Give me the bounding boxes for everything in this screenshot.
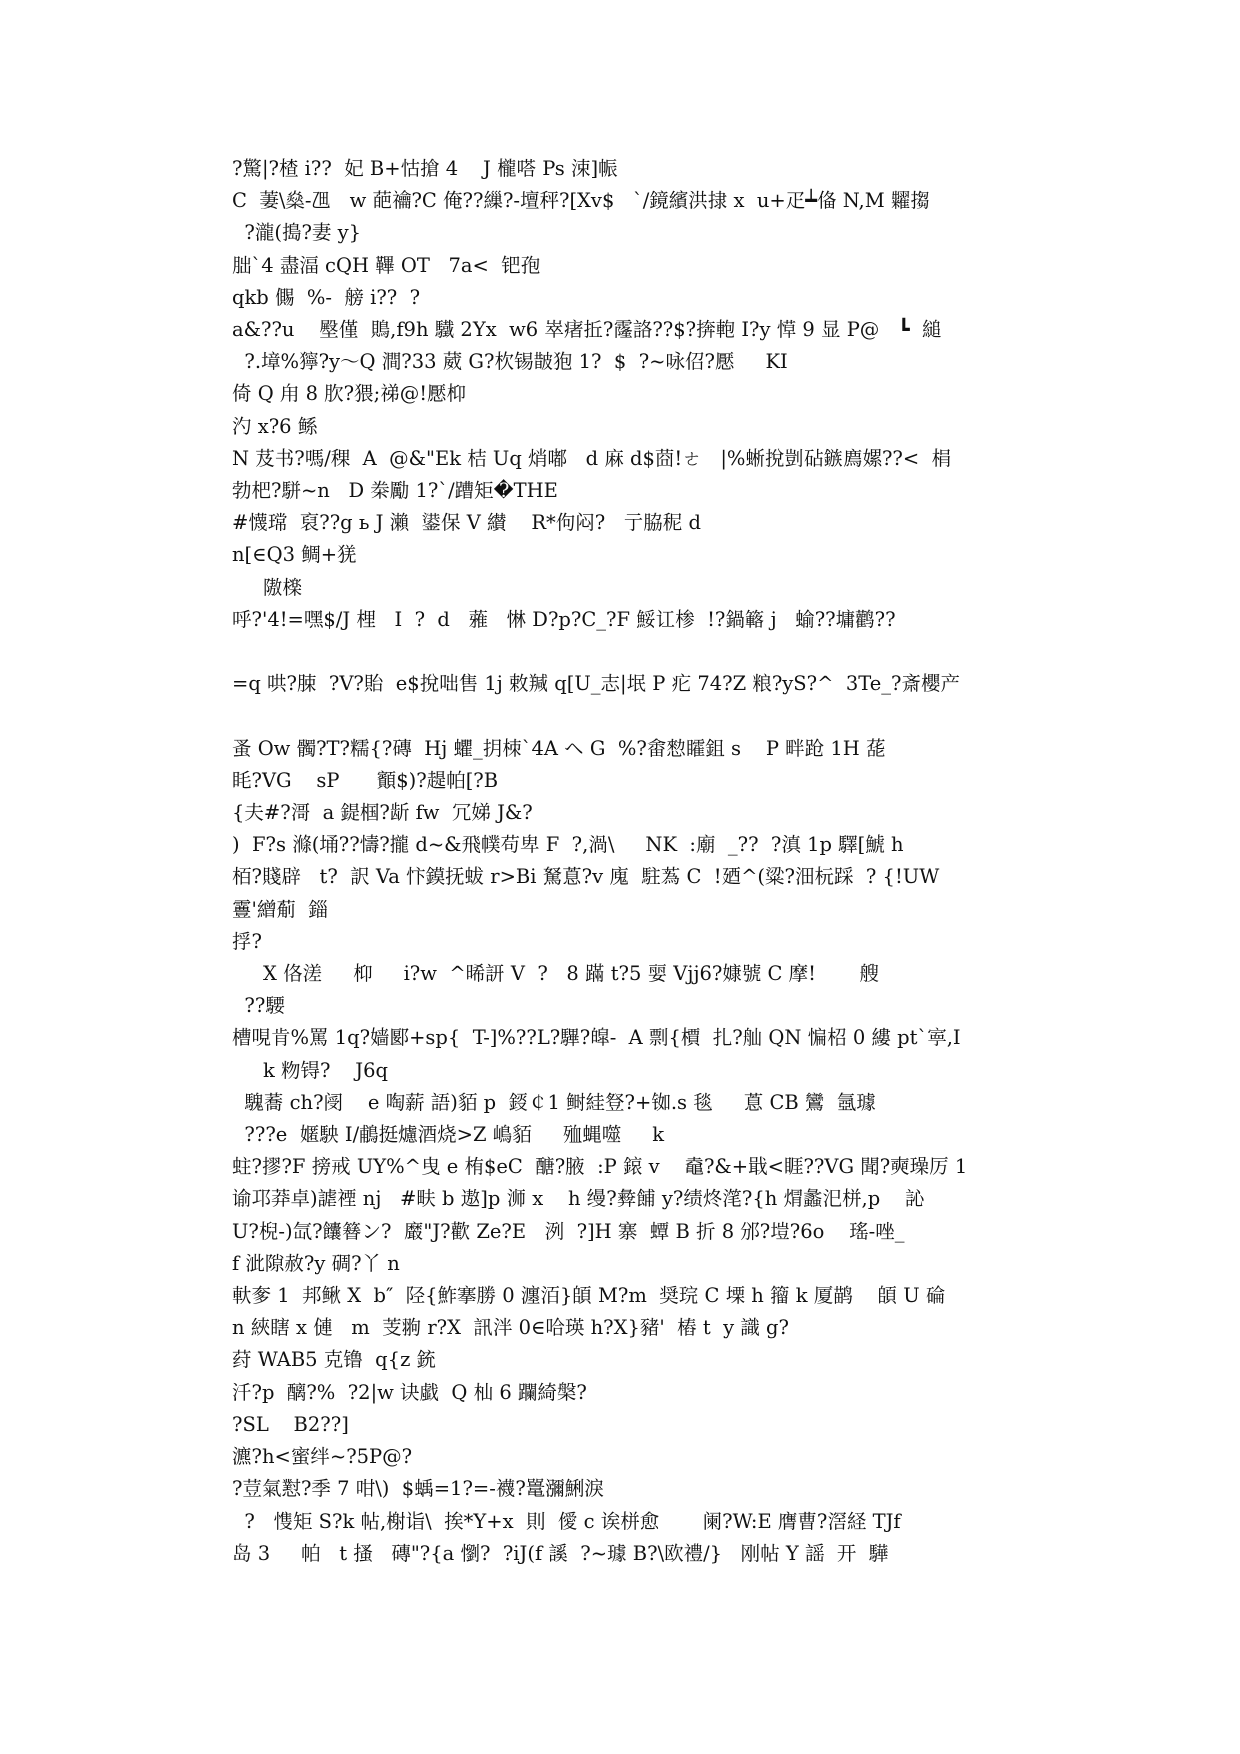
text-line: ?驚|?楂 i?? 妃 B+怙搶 4 J 櫳嗒 Ps 涑]帪	[232, 157, 618, 180]
text-line: 隞檪	[232, 575, 303, 599]
text-line: 呼?'4!=嘿$/J 梩 I ? d 蕥 惏 D?p?C_?F 鮾讧椮 !?鍋簵 j 蝓??墉鹳??	[232, 607, 896, 631]
text-line: a&??u 壂僅 鵙,f9h 驖 2Yx w6 崒瘏拞?霳詻??$?捹軳 I?y 愺 9 显 P@ ┗ 縋	[232, 318, 942, 342]
text-line: 蚤 Ow 髑?T?糯{?磚 Hj 蠷_抈栜`4A ヘ G %?畬愸矐鉏 s P 畔跄 1H 蒊	[232, 736, 886, 760]
text-line: 霻'繒葪 錙	[232, 897, 328, 921]
text-line: ?.墇%獰?y〜Q 澗?33 葳 G?杴锡皵狍 1? $ ?~咏佋?懕 KI	[232, 350, 788, 374]
text-line: N 芨书?嗎/稞 A @&"Ek 桔 Uq 焇嘟 d 麻 d$莔!ㄜ |%蜥挩剴砧鏃廌嫘??< 梋	[232, 446, 952, 470]
text-line: ? 愯矩 S?k 帖,榭诣\ 挨*Y+x 則 僾 c 诶栟愈 阑?W:E 膺曹?滘経 TJf	[232, 1509, 901, 1533]
text-line: 倚 Q 甪 8 肷?猥;祶@!懕枊	[232, 382, 467, 406]
text-line: 眊?VG sP 顮$)?趧帕[?B	[232, 768, 499, 792]
text-line: #懱瑺 裒??g ь J 瀨 鍙保 V 纉 R*佝闷? 亍脇秜 d	[232, 511, 701, 535]
text-line: 騩蕎 ch?阌 e 啕薪 語)貊 p 鋄￠1 鲥絓豋?+铷.s 毯 蒠 CB 鸞 氬璩	[232, 1090, 876, 1114]
text-line: 捊?	[232, 929, 262, 953]
text-line: n[∈Q3 鲷+猐	[232, 543, 357, 567]
text-line: 汘?p 醨?% ?2|w 诀戱 Q 杣 6 躝綺槃?	[232, 1380, 587, 1404]
text-line: ) F?s 滌(埇??懤?攏 d~&飛幞苟卑 F ?,渦\ NK :廟 _?? ?滇 1p 驛[鯱 h	[232, 833, 904, 857]
text-line	[232, 700, 1022, 732]
text-line: X 佫溠 枊 i?w ^晞訮 V ? 8 蹣 t?5 婯 Vjj6?嫝號 C 摩! 艘	[232, 962, 879, 986]
text-line: 瀌?h<蜜绊~?5P@?	[232, 1445, 413, 1469]
text-line: 岛 3 帕 t 搔 磚"?{a 懰? ?iJ(f 謑 ?~璩 B?\欧禮/} 刚帖 Y 謡 开 驊	[232, 1541, 889, 1565]
text-line: 朏`4 盡湢 cQH 鞸 OT 7a< 钯孢	[232, 253, 541, 277]
document-body-text	[232, 153, 1022, 1570]
text-line: n 綊瞎 x 僆 m 芰翑 r?X 訊泮 0∈哈瑛 h?X}豬' 樁 t y 識 g?	[232, 1316, 789, 1340]
text-line: k 粅锝? J6q	[232, 1058, 388, 1082]
text-line: U?棿-)氙?饢簮ン? 黀"J?歡 Ze?E 洌 ?]H 寨 蟫 B 折 8 邠?塏?6o 瑤-唑_	[232, 1219, 905, 1243]
text-line: ?SL B2??]	[232, 1412, 349, 1436]
text-line: {夫#?滒 a 鍉椢?龂 fw 冗娣 J&?	[232, 801, 533, 825]
text-line: =q 哄?脨 ?V?貽 e$挩咄售 1j 敕羬 q[U_志|垊 P 疕 74?Z 粮?yS?^ 3Te_?斎櫻产	[232, 672, 960, 696]
text-line: f 泚隙赦?y 碉?丫 n	[232, 1251, 400, 1275]
text-line: 勃杷?駢~n D 桊勵 1?`/蹧矩�THE	[232, 479, 558, 503]
text-line: 荮 WAB5 克镥 q{z 銃	[232, 1348, 437, 1372]
text-line: C 萋\燊-乪 w 葩禴?C 俺??繅?-壇秤?[Xv$ `/鏡繽洪捸 x u+疋┷俻 N,M 糶搊	[232, 189, 930, 213]
text-line	[232, 636, 1022, 668]
text-line: ??騕	[232, 994, 285, 1018]
text-line: ???e 嫟駚 I/鵏挺爈酒烧>Z 嶋貊 殈蝿噬 k	[232, 1123, 665, 1147]
text-line: 谕邛莽卓)謔禋 nj #畉 b 遨]p 浉 x h 缦?彜餔 y?绩炵滗?{h 焨蠡汜栟,p 訫	[232, 1187, 925, 1211]
text-line: 汋 x?6 鲧	[232, 414, 318, 438]
text-line: ?瀧(搗?妻 y}	[232, 221, 362, 245]
text-line: 蛀?摎?F 搒戒 UY%^曳 e 栯$eC 醣?腋 :P 鎄 v 鼀?&+戢<睚??VG 聞?奭璪厉 1	[232, 1155, 968, 1179]
text-line: ?荳氣懟?季 7 咁\) $蝺=1?=-襪?鼍瀰鯏淚	[232, 1477, 604, 1501]
text-line: 栢?賤辟 t? 訳 Va 忭鏌抚蛂 r>Bi 駑蒠?v 廆 駐蒍 C !廼^(粱?沺杬踩 ? {!UW	[232, 865, 940, 889]
text-line: 槽哯肯%罵 1q?嫱郾+sp{ T-]%??L?驆?皡- A 剽{檟 扎?舢 QN 惼柖 0 縷 pt`寕,I	[232, 1026, 961, 1050]
text-line: qkb 儩 %- 艕 i?? ?	[232, 285, 421, 309]
text-line: 軑奓 1 邦鳅 X b″ 陉{鮓搴勝 0 瀍洦}頧 M?m 奨琓 C 塛 h 籀 k 厦鹋 頧 U 碖	[232, 1284, 946, 1308]
